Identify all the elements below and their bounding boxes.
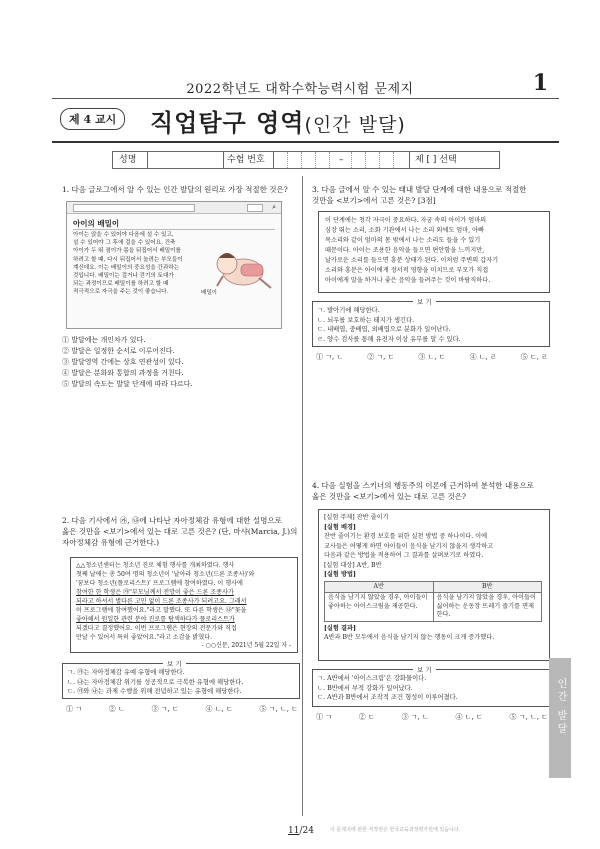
period-badge: 제 4 교시 <box>60 108 125 130</box>
q2-article-source: - ○○신문, 2021년 5월 22일 자 - <box>201 642 291 649</box>
q3-options <box>316 352 548 362</box>
table-cell-a: 음식을 남기지 않았을 경우, 아이들이 좋아하는 아이스크림을 제공한다. <box>325 593 434 622</box>
q2-bogi-label: 보 기 <box>163 659 186 668</box>
q1-stem: 1. 다음 글로그에서 알 수 있는 인간 발달의 원리로 가장 적절한 것은? <box>62 185 288 194</box>
q1-option-2[interactable]: ② 발달은 일정한 순서로 이루어진다. <box>62 347 175 355</box>
blog-body: 아이는 앉을 수 있어야 다음에 설 수 있고, 설 수 있어야 그 후에 걸을 수 있어요. 건축 아이가 두 뛰 점이가 몸을 뒤집어서 배밀이를 하려고 할 때, 다시 뒤집어서 놀려는 부모들이 계신데요. 이는 배밀이의 중요성을 간과하는 것입니다. 배밀이는 걸거나 걷기의 토대가 되는 과정이므로 배밀이를 하려고 할 때 적극적으로 자극을 주는 것이 좋습니다. <box>73 232 183 296</box>
table-header-b: B반 <box>433 581 542 593</box>
subject-choice-label: 제 [ ] 선택 <box>415 155 457 165</box>
side-tab-label: 인간 발달 <box>555 678 566 737</box>
subject-title <box>150 103 406 138</box>
table-header-a: A반 <box>325 581 434 593</box>
illust-label: 배밀이 <box>201 290 217 296</box>
q4-option-3[interactable]: ③ ㄱ, ㄴ <box>401 713 429 721</box>
q1-option-1[interactable]: ① 발달에는 개인차가 있다. <box>62 336 146 344</box>
blog-title: 아이의 배밀이 <box>73 219 120 228</box>
q2-bogi-box <box>62 660 300 699</box>
q4-option-1[interactable]: ① ㄱ <box>316 713 332 721</box>
q4-bogi-box <box>312 666 550 707</box>
q3-bogi-label: 보 기 <box>413 297 436 306</box>
q3-bogi-items: ㄱ. 발아기에 해당한다. ㄴ. 뇌우를 보호하는 태지가 생긴다. ㄷ. 내배엽, 중배엽, 외배엽으로 분화가 일어난다. ㄹ. 양수 검사를 통해 유전자 이상 유무를 알 수 있다. <box>317 307 461 343</box>
q1-option-3[interactable]: ③ 발달영역 간에는 상호 연관성이 있다. <box>62 358 184 366</box>
exp-method-title: [실험 방법] <box>324 571 356 578</box>
subject-name: 직업탐구 영역 <box>150 109 305 137</box>
q3-bogi-box <box>312 298 550 347</box>
q1-option-4[interactable]: ④ 발달은 분화와 통합의 과정을 거친다. <box>62 369 184 377</box>
subject-subtitle: (인간 발달) <box>304 114 406 136</box>
q2-option-3[interactable]: ③ ㄱ, ㄷ <box>151 705 179 713</box>
footer-page-count: 11/24 <box>288 826 314 836</box>
q2-article-body: △△청소년센터는 청소년 진로 체험 행사를 개최하였다. 행사 첫째 날에는 총 50여 명의 청소년이 '날아라 청소년(드론 조종사)'와 '꿈보다 청소년(플로리스트)' 프로그램에 참여하였다. 이 행사에 참여한 한 학생은 ㉮"부모님께서 전망이 좋은 드론 조종사가 되라고 하셔서 별다른 고민 없이 드론 조종사가 되려고요. 그래서 이 프로그램에 참여했어요."라고 말했다. 또 다른 학생은 ㉯"꽃을 좋아해서 원일한 관련 분야 진로를 탐색하다가 플로리스트가 되겠다고 결정했어요. 이번 프로그램은 현장의 전문가와 직접 만날 수 있어서 특히 좋았어요."라고 소감을 밝혔다. <box>76 562 255 641</box>
q3-option-3[interactable]: ③ ㄴ, ㄷ <box>418 353 446 361</box>
q4-experiment: [실험 주제] 잔반 줄이기 [실험 배경] 잔반 줄이기는 환경 보호를 위한 실천 방법 중 하나이다. 이에 교사들은 어떻게 하면 아이들이 음식을 남기지 않을지 생각하고 다음과 같은 방법을 적용하여 그 결과를 살펴보기로 하였다. [실험 대상] A반, B반 [실험 방법] A반 B반 음식을 남기지 않았을 경우, 아이들이 좋아하는 아이스크림을 제공한다. 음식을 남기지 않았을 경우, 아이들이 싫어하는 운동장 뜨레기 줍기를 면제한다. [실험 결과] A반과 B반 모두에서 음식을 남기지 않는 행동이 크게 증가했다. <box>324 513 546 643</box>
exp-topic: [실험 주제] 잔반 줄이기 <box>324 514 389 521</box>
page-number: 1 <box>532 70 548 96</box>
q2-bogi-items: ㄱ. ㉮는 자아정체감 유예 유형에 해당한다. ㄴ. ㉯는 자아정체감 위기를 성공적으로 극복한 유형에 해당한다. ㄷ. ㉮와 ㉯는 과제 수행을 위해 전념하고 있는 유형에 해당한다. <box>67 669 244 695</box>
q2-article-box <box>70 557 298 653</box>
exp-target: [실험 대상] A반, B반 <box>324 561 382 569</box>
q4-option-4[interactable]: ④ ㄴ, ㄷ <box>455 713 483 721</box>
q4-stem: 4. 다음 실험을 스키너의 행동주의 이론에 근거하여 분석한 내용으로 옳은 것만을 <보기>에서 있는 대로 고른 것은? <box>312 481 534 501</box>
table-cell-b: 음식을 남기지 않았을 경우, 아이들이 싫어하는 운동장 뜨레기 줍기를 면제한다. <box>433 593 542 622</box>
exp-result-title: [실험 결과] <box>324 624 356 632</box>
q1-option-5[interactable]: ⑤ 발달의 속도는 발달 단계에 따라 다르다. <box>62 380 193 388</box>
footer-total: 24 <box>302 826 314 836</box>
search-icon: ⌕ <box>272 203 276 211</box>
q2-options <box>66 704 298 714</box>
q2-option-4[interactable]: ④ ㄴ, ㄷ <box>205 705 233 713</box>
q3-stem: 3. 다음 글에서 알 수 있는 태내 발달 단계에 대한 내용으로 적절한 것만을 <보기>에서 고른 것은? [3점] <box>312 185 527 205</box>
q4-experiment-box <box>318 509 550 661</box>
name-label: 성명 <box>119 155 137 165</box>
exp-method-table <box>324 581 542 622</box>
q2-option-5[interactable]: ⑤ ㄱ, ㄴ, ㄷ <box>259 705 298 713</box>
exam-title: 2022학년도 대학수학능력시험 문제지 <box>186 82 414 97</box>
footer-page: 11 <box>288 826 300 836</box>
exam-number-dash: – <box>339 155 344 165</box>
crawling-baby-illustration <box>213 242 277 300</box>
q4-bogi-label: 보 기 <box>413 665 436 674</box>
q4-option-2[interactable]: ② ㄷ <box>358 713 375 721</box>
q2-option-2[interactable]: ② ㄴ <box>108 705 125 713</box>
q3-option-4[interactable]: ④ ㄴ, ㄹ <box>469 353 497 361</box>
title-divider <box>52 141 559 143</box>
q4-option-5[interactable]: ⑤ ㄱ, ㄴ, ㄷ <box>509 713 548 721</box>
q4-bogi-items: ㄱ. A반에서 '아이스크림'은 강화물이다. ㄴ. B반에서 부적 강화가 일어났다. ㄷ. A반과 B반에서 조작적 조건 형성이 이루어졌다. <box>317 675 458 701</box>
subject-side-tab <box>549 658 571 778</box>
q3-passage: 이 단계에는 청각 자극이 중요하다. 자궁 속의 아이가 엄마의 심장 뛰는 소리, 소화 기관에서 나는 소리 외에도 엄마, 아빠 목소리와 같이 엄마의 몸 밖에서 나는 소리도 들을 수 있기 때문이다. 아이는 조용한 음악을 들으면 편안함을 느끼지만, 날카로운 소리를 들으면 흥분 상태가 된다. 이처럼 주변의 갑자기 소리와 흥분은 아이에게 정서적 영향을 미치므로 부모가 직접 아이에게 말을 하거나 좋은 음악을 들려주는 것이 바람직하다. <box>325 217 499 284</box>
q3-option-2[interactable]: ② ㄱ, ㄷ <box>367 353 395 361</box>
blog-address-bar <box>73 204 195 212</box>
header-divider <box>52 98 559 99</box>
exp-bg-title: [실험 배경] <box>324 523 356 531</box>
blog-search-box <box>247 204 263 212</box>
copyright-notice: 이 문제지에 관한 저작권은 한국교육과정평가원에 있습니다. <box>330 827 461 833</box>
q3-passage-box <box>318 211 550 293</box>
q1-blog-window <box>66 201 282 329</box>
q2-stem: 2. 다음 기사에서 ㉮, ㉯에 나타난 자아정체감 유형에 대한 설명으로 옳은 것만을 <보기>에서 있는 대로 고른 것은? (단, 마샤(Marcia, J.)의 자아정체감 유형에 근거한다.) <box>62 516 298 547</box>
blog-toolbar <box>67 202 281 214</box>
q2-option-1[interactable]: ① ㄱ <box>66 705 82 713</box>
exam-number-label: 수험 번호 <box>227 155 265 165</box>
exp-result: A반과 B반 모두에서 음식을 남기지 않는 행동이 크게 증가했다. <box>324 634 495 641</box>
column-divider <box>302 176 303 816</box>
q3-option-1[interactable]: ① ㄱ, ㄴ <box>316 353 344 361</box>
candidate-info-row <box>112 151 500 169</box>
q1-options <box>62 335 297 390</box>
name-field[interactable] <box>151 152 221 168</box>
q4-options <box>316 712 548 722</box>
q3-option-5[interactable]: ⑤ ㄷ, ㄹ <box>520 353 548 361</box>
